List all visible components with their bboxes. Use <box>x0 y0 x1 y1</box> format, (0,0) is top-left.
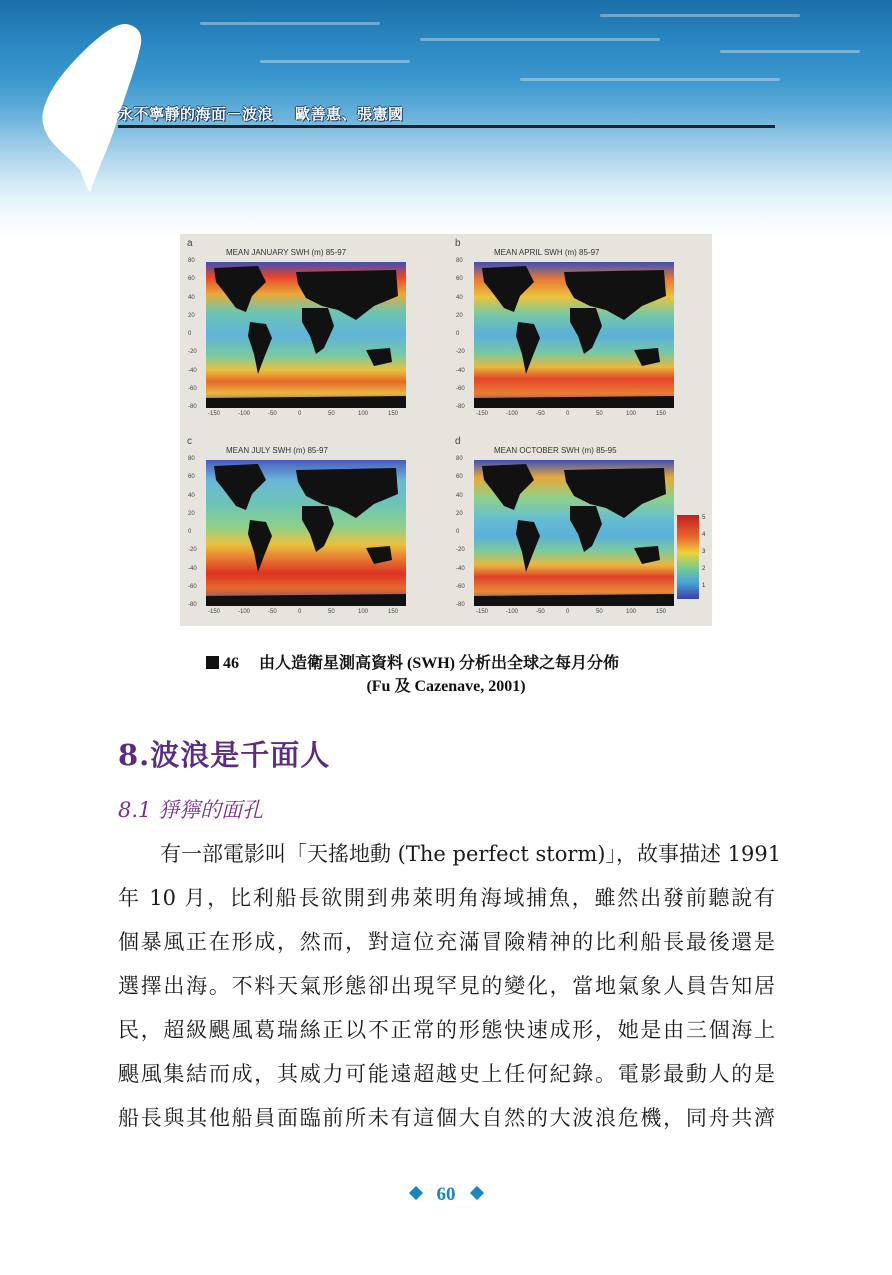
lon-tick-label: 0 <box>298 609 302 615</box>
section-title: 8.波浪是千面人 <box>118 738 331 772</box>
body-line: 颶風集結而成，其威力可能遠超越史上任何紀錄。電影最動人的是 <box>118 1062 775 1086</box>
lat-tick-label: -20 <box>188 547 197 554</box>
map-panel-july <box>184 436 434 620</box>
lat-tick-label: 40 <box>188 294 195 301</box>
panel-letter: c <box>187 436 192 447</box>
page-number: 60 <box>436 1184 456 1205</box>
lon-tick-label: 50 <box>596 609 603 615</box>
lat-tick-label: -80 <box>456 404 465 410</box>
lon-tick-label: -50 <box>536 411 545 417</box>
wave-streak <box>420 38 660 41</box>
lat-tick-label: 60 <box>188 276 195 283</box>
lon-tick-label: 50 <box>596 411 603 417</box>
lon-tick-label: -50 <box>268 411 277 417</box>
body-line: 民，超級颶風葛瑞絲正以不正常的形態快速成形，她是由三個海上 <box>118 1018 775 1042</box>
lat-tick-label: 20 <box>456 510 463 517</box>
lon-tick-label: -150 <box>208 609 221 615</box>
lon-tick-label: -100 <box>506 411 519 417</box>
colorbar-tick-label: 1 <box>702 583 706 589</box>
lat-tick-label: 40 <box>456 294 463 301</box>
panel-letter: a <box>187 238 193 249</box>
wave-streak <box>600 14 800 17</box>
lat-tick-label: 60 <box>456 474 463 481</box>
figure-citation: (Fu 及 Cazenave, 2001) <box>366 678 526 695</box>
lat-tick-label: -60 <box>456 583 465 590</box>
lat-tick-label: 0 <box>188 331 192 337</box>
lat-tick-label: -80 <box>188 404 197 410</box>
colorbar-tick-label: 5 <box>702 515 706 521</box>
lon-tick-label: -150 <box>476 609 489 615</box>
page-number-footer <box>0 1184 892 1206</box>
swh-colorbar <box>677 515 699 599</box>
lat-tick-label: 80 <box>188 258 195 264</box>
lon-tick-label: -100 <box>238 411 251 417</box>
panel-letter: b <box>455 238 461 249</box>
swh-map-april <box>474 262 674 408</box>
lon-tick-label: 100 <box>358 411 369 417</box>
figure-marker-icon <box>206 656 219 669</box>
lat-tick-label: 0 <box>188 529 192 535</box>
swh-map-january <box>206 262 406 408</box>
lon-tick-label: 150 <box>656 609 667 615</box>
lon-tick-label: 0 <box>298 411 302 417</box>
diamond-icon <box>408 1186 422 1200</box>
swh-map-july <box>206 460 406 606</box>
body-line: 個暴風正在形成，然而，對這位充滿冒險精神的比利船長最後還是 <box>118 930 775 954</box>
caption-text: 由人造衛星測高資料 (SWH) 分析出全球之每月分佈 <box>259 655 620 672</box>
lat-tick-label: 40 <box>456 492 463 499</box>
header-rule <box>118 125 775 128</box>
book-authors: 歐善惠、張憲國 <box>295 105 404 123</box>
lat-tick-label: 20 <box>188 510 195 517</box>
wave-streak <box>260 60 410 63</box>
lat-tick-label: 20 <box>188 312 195 319</box>
lat-tick-label: 80 <box>456 456 463 462</box>
diamond-icon <box>469 1186 483 1200</box>
body-line: 有一部電影叫「天搖地動 (The perfect storm)」，故事描述 1991 <box>160 842 782 866</box>
header-title <box>118 103 404 124</box>
lat-tick-label: -40 <box>188 565 197 572</box>
lat-tick-label: 80 <box>456 258 463 264</box>
panel-title: MEAN JANUARY SWH (m) 85-97 <box>226 248 347 257</box>
lon-tick-label: 100 <box>358 609 369 615</box>
body-line: 船長與其他船員面臨前所未有這個大自然的大波浪危機，同舟共濟 <box>118 1106 775 1130</box>
lat-tick-label: -20 <box>188 349 197 356</box>
lon-tick-label: 0 <box>566 411 570 417</box>
lat-tick-label: 40 <box>188 492 195 499</box>
panel-letter: d <box>455 436 461 447</box>
wave-streak <box>200 22 380 25</box>
lon-tick-label: 150 <box>388 411 399 417</box>
book-title: 永不寧靜的海面－波浪 <box>118 105 274 123</box>
map-panel-october <box>452 436 702 620</box>
lat-tick-label: -40 <box>456 367 465 374</box>
body-line: 選擇出海。不料天氣形態卻出現罕見的變化，當地氣象人員告知居 <box>118 974 775 998</box>
lat-tick-label: 60 <box>456 276 463 283</box>
lat-tick-label: -60 <box>188 583 197 590</box>
lat-tick-label: -20 <box>456 547 465 554</box>
wave-streak <box>720 50 860 53</box>
lon-tick-label: 100 <box>626 609 637 615</box>
lat-tick-label: -80 <box>456 602 465 608</box>
swh-map-october <box>474 460 674 606</box>
lon-tick-label: 150 <box>388 609 399 615</box>
lon-tick-label: -50 <box>268 609 277 615</box>
panel-title: MEAN APRIL SWH (m) 85-97 <box>494 248 600 257</box>
lon-tick-label: -150 <box>208 411 221 417</box>
header-banner <box>0 0 892 240</box>
body-line: 年 10 月，比利船長欲開到弗萊明角海域捕魚，雖然出發前聽說有 <box>118 886 775 910</box>
lon-tick-label: -100 <box>238 609 251 615</box>
lon-tick-label: -100 <box>506 609 519 615</box>
lat-tick-label: -60 <box>456 385 465 392</box>
lat-tick-label: -40 <box>456 565 465 572</box>
lat-tick-label: -60 <box>188 385 197 392</box>
lat-tick-label: 60 <box>188 474 195 481</box>
figure-number: 46 <box>223 655 239 672</box>
wave-streak <box>520 78 780 81</box>
lon-tick-label: 0 <box>566 609 570 615</box>
figure-caption <box>206 650 706 673</box>
lon-tick-label: 50 <box>328 411 335 417</box>
lon-tick-label: -50 <box>536 609 545 615</box>
lat-tick-label: 0 <box>456 529 460 535</box>
map-panel-april <box>452 238 702 422</box>
colorbar-tick-label: 2 <box>702 566 706 572</box>
panel-title: MEAN OCTOBER SWH (m) 85-95 <box>494 446 617 455</box>
lat-tick-label: 20 <box>456 312 463 319</box>
lon-tick-label: 100 <box>626 411 637 417</box>
subsection-title: 8.1 猙獰的面孔 <box>118 798 264 822</box>
lat-tick-label: 80 <box>188 456 195 462</box>
colorbar-tick-label: 4 <box>702 532 706 538</box>
lat-tick-label: 0 <box>456 331 460 337</box>
lon-tick-label: -150 <box>476 411 489 417</box>
lat-tick-label: -80 <box>188 602 197 608</box>
lat-tick-label: -40 <box>188 367 197 374</box>
panel-title: MEAN JULY SWH (m) 85-97 <box>226 446 328 455</box>
colorbar-tick-label: 3 <box>702 549 706 555</box>
map-panel-january <box>184 238 434 422</box>
lon-tick-label: 50 <box>328 609 335 615</box>
lat-tick-label: -20 <box>456 349 465 356</box>
swh-figure <box>180 234 712 626</box>
lon-tick-label: 150 <box>656 411 667 417</box>
